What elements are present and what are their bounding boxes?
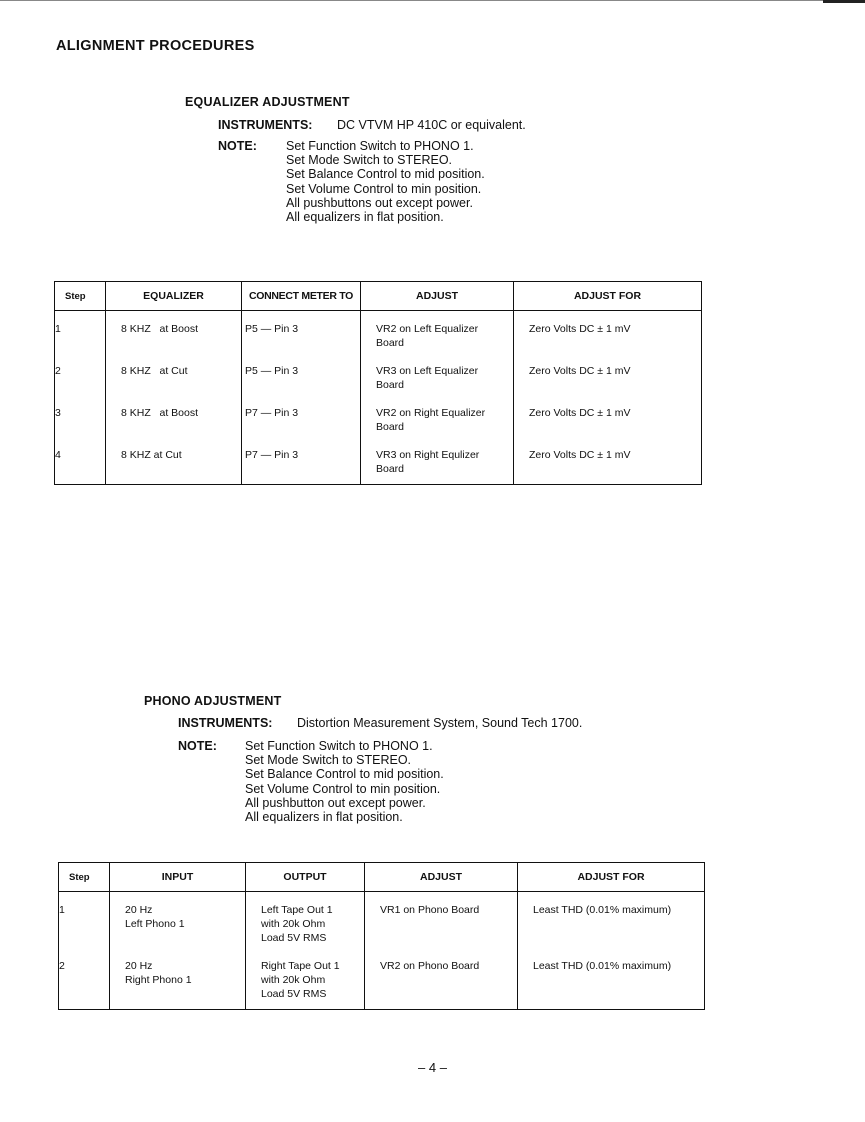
cell-text: Least THD (0.01% maximum) [533,959,672,972]
note-line: Set Mode Switch to STEREO. [245,753,412,768]
phono-note-label: NOTE: [178,739,217,753]
note-line: All equalizers in flat position. [245,810,403,825]
cell-text: 20 Hz [125,904,153,916]
equalizer-note-label: NOTE: [218,139,257,153]
note-line: All pushbuttons out except power. [286,195,473,210]
equalizer-table [54,281,702,485]
cell-text: Board [376,378,405,391]
cell-text: with 20k Ohm [261,918,326,930]
cell-text: 8 KHZ at Cut [121,364,188,377]
connect-cell [242,311,361,353]
cell-text: VR2 on Right Equalizer [376,406,486,419]
cell-text: Left Tape Out 1 [261,904,333,916]
equalizer-cell [106,353,242,395]
column-header: ADJUST [361,282,514,311]
step-cell: 4 [55,437,106,485]
adjust-cell [365,954,518,1010]
cell-text: Board [376,337,405,349]
table-row [55,311,702,353]
cell-text: Load 5V RMS [261,932,327,944]
step-cell: 2 [59,954,110,1010]
adjust-cell [361,353,514,395]
cell-text: Load 5V RMS [261,987,327,1000]
column-header: OUTPUT [246,863,365,892]
cell-text: Left Phono 1 [125,918,185,930]
cell-text: Right Tape Out 1 [261,959,340,972]
note-line: Set Mode Switch to STEREO. [286,153,453,168]
phono-instruments-value: Distortion Measurement System, Sound Tech 1700. [297,716,583,730]
phono-table [58,862,705,1010]
equalizer-instruments-label: INSTRUMENTS: [218,118,313,132]
table-row [55,395,702,437]
phono-instruments-label: INSTRUMENTS: [178,716,273,730]
input-cell [110,892,246,954]
cell-text: P7 — Pin 3 [245,448,299,461]
equalizer-section-title: EQUALIZER ADJUSTMENT [185,95,350,109]
table-header-row [55,282,702,311]
cell-text: P7 — Pin 3 [245,406,299,419]
column-header: CONNECT METER TO [242,282,361,311]
cell-text: VR3 on Left Equalizer [376,364,479,377]
cell-text: with 20k Ohm [261,973,326,986]
connect-cell [242,395,361,437]
top-rule [0,0,865,1]
adjust-cell [361,395,514,437]
cell-text: Zero Volts DC ± 1 mV [529,448,631,461]
cell-text: P5 — Pin 3 [245,323,299,335]
cell-text: Board [376,420,405,433]
step-cell: 1 [59,892,110,954]
adjust-cell [365,892,518,954]
page-title: ALIGNMENT PROCEDURES [56,38,255,54]
adjust-for-cell [518,892,705,954]
column-header: INPUT [110,863,246,892]
column-header: ADJUST FOR [518,863,705,892]
table-header-row [59,863,705,892]
note-line: Set Function Switch to PHONO 1. [286,139,474,153]
cell-text: Right Phono 1 [125,973,192,986]
equalizer-instruments-value: DC VTVM HP 410C or equivalent. [337,118,526,132]
cell-text: 8 KHZ at Boost [121,406,199,419]
cell-text: VR1 on Phono Board [380,904,480,916]
note-line: Set Balance Control to mid position. [245,767,444,782]
note-line: Set Balance Control to mid position. [286,167,485,182]
adjust-for-cell [514,437,702,485]
cell-text: Zero Volts DC ± 1 mV [529,406,631,419]
step-cell: 2 [55,353,106,395]
cell-text: VR2 on Left Equalizer [376,323,479,335]
note-line: Set Volume Control to min position. [286,181,482,196]
adjust-for-cell [518,954,705,1010]
cell-text: VR2 on Phono Board [380,959,480,972]
step-cell: 3 [55,395,106,437]
connect-cell [242,437,361,485]
adjust-cell [361,437,514,485]
cell-text: Zero Volts DC ± 1 mV [529,364,631,377]
adjust-cell [361,311,514,353]
equalizer-cell [106,311,242,353]
input-cell [110,954,246,1010]
cell-text: P5 — Pin 3 [245,364,299,377]
equalizer-cell [106,437,242,485]
cell-text: 8 KHZ at Cut [121,448,182,461]
note-line: All pushbutton out except power. [245,795,426,810]
page-number: – 4 – [418,1060,447,1075]
table-row [55,437,702,485]
table-row [55,353,702,395]
column-header: ADJUST FOR [514,282,702,311]
cell-text: Zero Volts DC ± 1 mV [529,323,631,335]
equalizer-cell [106,395,242,437]
cell-text: Board [376,462,405,475]
adjust-for-cell [514,395,702,437]
table-row [59,954,705,1010]
adjust-for-cell [514,311,702,353]
note-line: Set Function Switch to PHONO 1. [245,739,433,753]
note-line: All equalizers in flat position. [286,210,444,225]
column-header: ADJUST [365,863,518,892]
cell-text: 20 Hz [125,959,153,972]
output-cell [246,892,365,954]
column-header: Step [59,863,110,892]
cell-text: Least THD (0.01% maximum) [533,904,672,916]
equalizer-note-lines [286,139,485,224]
column-header: EQUALIZER [106,282,242,311]
cell-text: VR3 on Right Equlizer [376,448,480,461]
phono-section-title: PHONO ADJUSTMENT [144,694,282,708]
adjust-for-cell [514,353,702,395]
step-cell: 1 [55,311,106,353]
output-cell [246,954,365,1010]
phono-note-lines [245,739,444,824]
cell-text: 8 KHZ at Boost [121,323,199,335]
column-header: Step [55,282,106,311]
note-line: Set Volume Control to min position. [245,781,441,796]
connect-cell [242,353,361,395]
top-rule-corner [823,0,865,3]
table-row [59,892,705,954]
